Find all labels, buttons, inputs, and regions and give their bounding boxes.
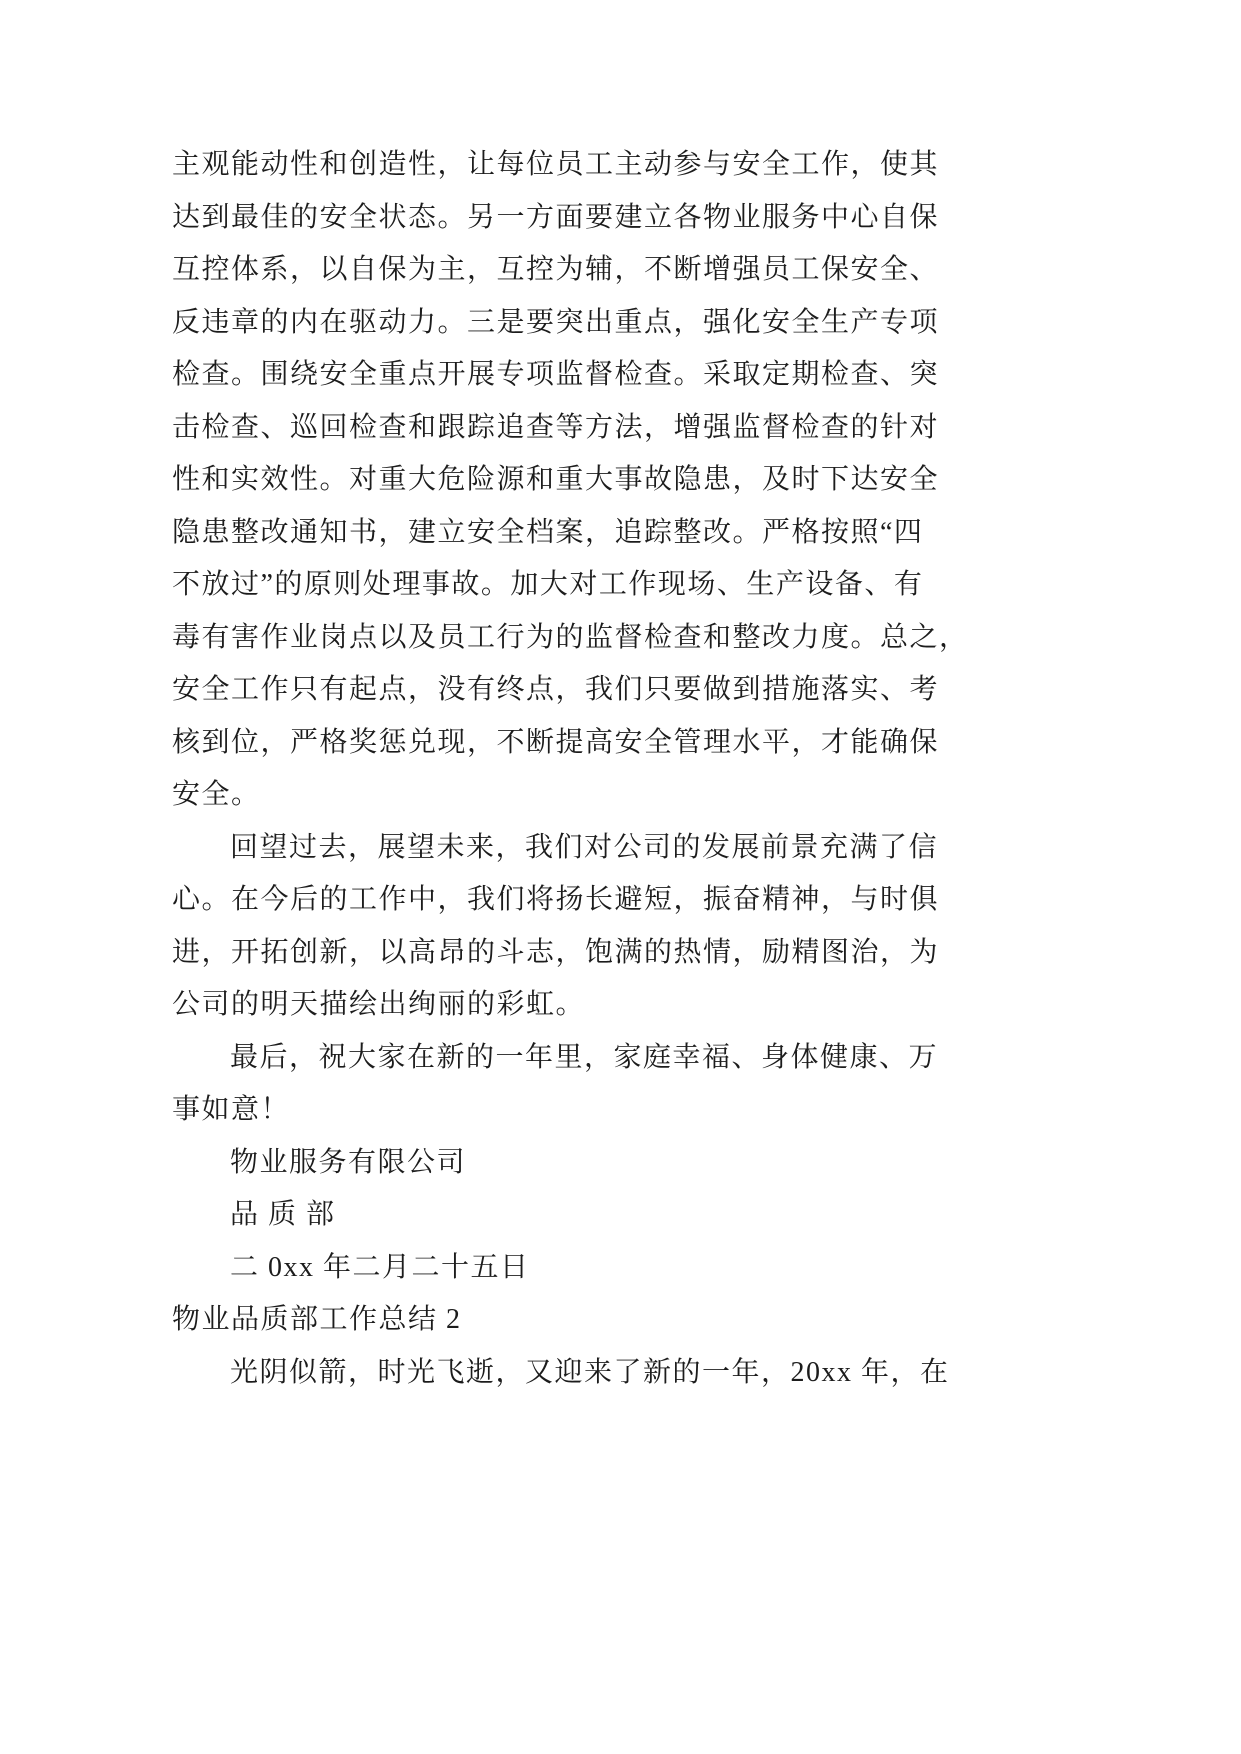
- text-line: 达到最佳的安全状态。另一方面要建立各物业服务中心自保: [172, 201, 940, 233]
- signature-department: 品 质 部: [230, 1199, 336, 1230]
- paragraph: [172, 139, 1132, 822]
- text-line: 毒有害作业岗点以及员工行为的监督检查和整改力度。总之，: [172, 621, 969, 653]
- text-line: 最后，祝大家在新的一年里，家庭幸福、身体健康、万: [230, 1041, 939, 1073]
- text-line: 回望过去，展望未来，我们对公司的发展前景充满了信: [230, 831, 939, 863]
- paragraph: [172, 822, 1132, 1032]
- document-body: [172, 139, 1132, 1399]
- text-line: 检查。围绕安全重点开展专项监督检查。采取定期检查、突: [172, 359, 940, 390]
- signature-block: [172, 1137, 1132, 1295]
- text-line: 安全。: [172, 779, 261, 810]
- section-title: 物业品质部工作总结 2: [172, 1304, 462, 1335]
- text-line: 击检查、巡回检查和跟踪追查等方法，增强监督检查的针对: [172, 411, 940, 443]
- text-line: 光阴似箭，时光飞逝，又迎来了新的一年，20xx 年，在: [230, 1356, 950, 1388]
- text-line: 隐患整改通知书，建立安全档案，追踪整改。严格按照“四: [172, 516, 924, 548]
- text-line: 不放过”的原则处理事故。加大对工作现场、生产设备、有: [172, 569, 924, 600]
- text-line: 安全工作只有起点，没有终点，我们只要做到措施落实、考: [172, 674, 940, 705]
- text-line: 进，开拓创新，以高昂的斗志，饱满的热情，励精图治，为: [172, 936, 940, 968]
- text-line: 主观能动性和创造性，让每位员工主动参与安全工作，使其: [172, 149, 940, 180]
- text-line: 公司的明天描绘出绚丽的彩虹。: [172, 989, 586, 1020]
- text-line: 核到位，严格奖惩兑现，不断提高安全管理水平，才能确保: [172, 726, 940, 758]
- text-line: 互控体系，以自保为主，互控为辅，不断增强员工保安全、: [172, 254, 940, 285]
- paragraph: [172, 1032, 1132, 1137]
- signature-company: 物业服务有限公司: [230, 1146, 467, 1178]
- paragraph: [172, 1347, 1132, 1400]
- signature-date: 二 0xx 年二月二十五日: [230, 1251, 530, 1283]
- text-line: 反违章的内在驱动力。三是要突出重点，强化安全生产专项: [172, 306, 940, 338]
- text-line: 心。在今后的工作中，我们将扬长避短，振奋精神，与时俱: [172, 884, 940, 915]
- text-line: 性和实效性。对重大危险源和重大事故隐患，及时下达安全: [172, 464, 940, 495]
- text-line: 事如意！: [172, 1094, 291, 1125]
